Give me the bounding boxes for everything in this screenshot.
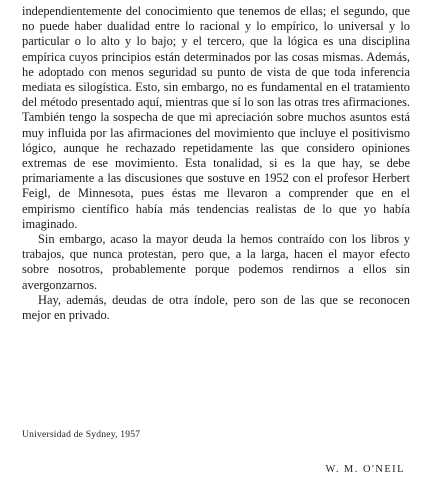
author-signature: W. M. O'NEIL (325, 464, 405, 475)
paragraph-1: independientemente del conocimiento que tenemos de ellas; el segundo, que no puede haber dualidad entre lo racional y lo empírico, lo universal y lo particular o lo alto y lo bajo; y el tercero, que la lógica es una disciplina empírica cuyos principios están determinados por las cosas mismas. Además, he adoptado con menos seguridad su punto de vista de que toda inferencia mediata es silogística. Esto, sin embargo, no es fundamental en el tratamiento del método presentado aquí, mientras que sí lo son las otras tres afirmaciones. También tengo la sospecha de que mi apreciación sobre muchos asuntos está muy influida por las afirmaciones del movimiento que incluye el positivismo lógico, aunque he rechazado repetidamente las que considero opiniones extremas de ese movimiento. Esta tonalidad, si es la que hay, se debe primariamente a las discusiones que sostuve en 1952 con el profesor Herbert Feigl, de Minnesota, pues éstas me llevaron a comprender que en el empirismo científico había más tendencias realistas de lo que yo había imaginado. (22, 4, 410, 231)
place-date: Universidad de Sydney, 1957 (22, 429, 141, 440)
paragraph-2: Sin embargo, acaso la mayor deuda la hemos contraído con los libros y trabajos, que nunca protestan, pero que, a la larga, hacen el mayor efecto sobre nosotros, probablemente porque podemos rendirnos a ellos sin avergonzarnos. (22, 232, 410, 292)
body-text (22, 4, 410, 323)
paragraph-3: Hay, además, deudas de otra índole, pero son de las que se reconocen mejor en privado. (22, 292, 410, 323)
